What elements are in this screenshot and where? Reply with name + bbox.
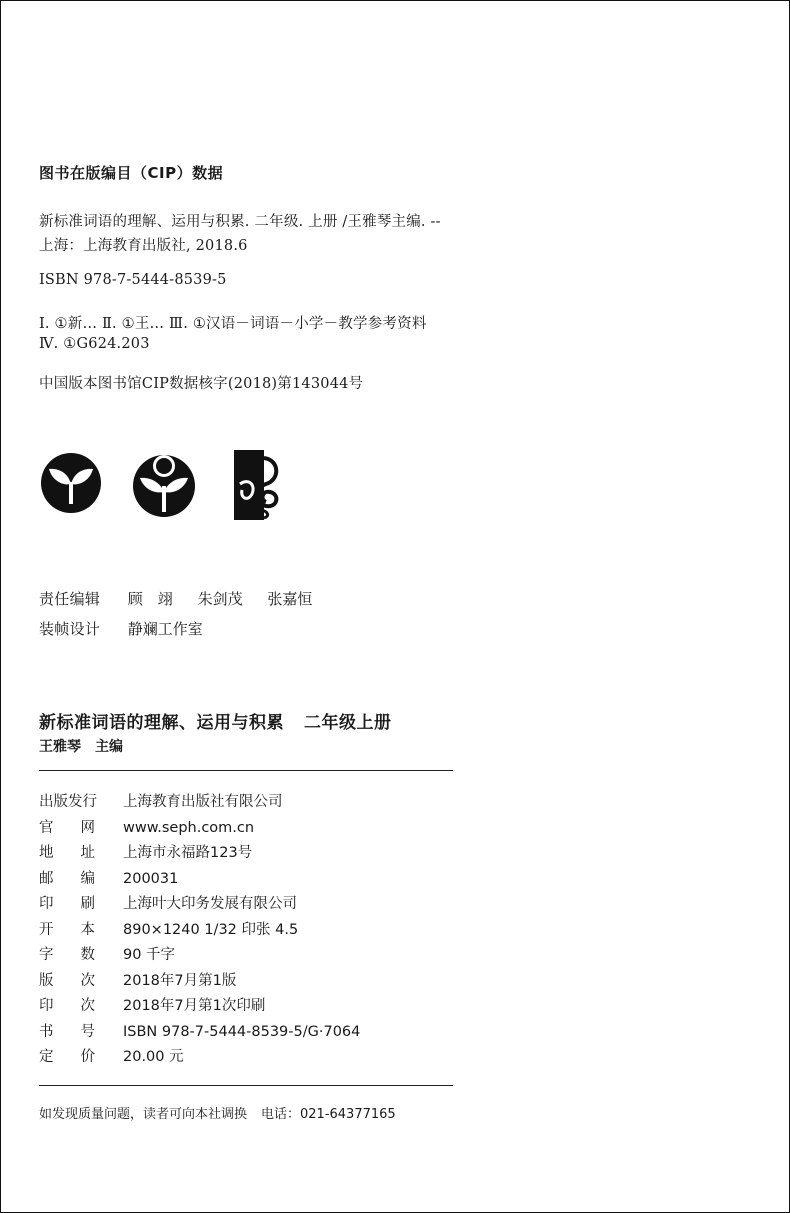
detail-row bbox=[39, 867, 360, 893]
detail-label: 定价 bbox=[39, 1049, 122, 1065]
detail-row bbox=[39, 892, 360, 918]
editor-name-3: 张嘉恒 bbox=[267, 590, 313, 608]
chief-editor-name: 王雅琴 bbox=[39, 739, 81, 755]
detail-row bbox=[39, 1045, 360, 1071]
detail-value: 20.00 元 bbox=[123, 1049, 184, 1065]
divider-top bbox=[39, 770, 453, 771]
cip-number: 中国版本图书馆CIP数据核字(2018)第143044号 bbox=[39, 376, 364, 392]
book-chief-editor bbox=[39, 736, 123, 756]
detail-row bbox=[39, 1020, 360, 1046]
detail-value: 200031 bbox=[123, 870, 179, 887]
detail-row bbox=[39, 816, 360, 842]
detail-value: 890×1240 1/32 印张 4.5 bbox=[123, 921, 299, 938]
book-grade: 二年级上册 bbox=[304, 713, 392, 733]
quality-notice-text: 如发现质量问题，读者可向本社调换 bbox=[39, 1107, 248, 1122]
detail-label: 邮编 bbox=[39, 870, 122, 887]
cip-classification-1: Ⅰ. ①新… Ⅱ. ①王… Ⅲ. ①汉语－词语－小学－教学参考资料 bbox=[39, 316, 427, 332]
detail-row bbox=[39, 943, 360, 969]
cip-title-line: 新标准词语的理解、运用与积累. 二年级. 上册 /王雅琴主编. -- bbox=[39, 214, 441, 230]
quality-notice bbox=[39, 1103, 396, 1122]
detail-label: 字数 bbox=[39, 947, 122, 963]
detail-value: 90 千字 bbox=[123, 947, 176, 963]
editor-name-1: 顾 翊 bbox=[127, 590, 173, 608]
detail-label: 书号 bbox=[39, 1023, 122, 1040]
editor-role-label: 责任编辑 bbox=[39, 590, 101, 608]
sun-sprout-logo-icon bbox=[132, 452, 196, 518]
detail-value: 上海市永福路123号 bbox=[123, 845, 253, 861]
detail-value: ISBN 978-7-5444-8539-5/G·7064 bbox=[123, 1023, 361, 1040]
detail-row bbox=[39, 918, 360, 944]
detail-label: 官网 bbox=[39, 819, 122, 836]
contact-phone: 电话：021-64377165 bbox=[261, 1107, 396, 1122]
treble-clef-logo-icon bbox=[234, 450, 286, 520]
chief-editor-role: 主编 bbox=[95, 739, 123, 755]
design-role-label: 装帧设计 bbox=[39, 620, 101, 638]
book-title bbox=[39, 708, 392, 733]
detail-value: 2018年7月第1次印刷 bbox=[123, 998, 266, 1014]
detail-label: 开本 bbox=[39, 921, 122, 938]
book-title-text: 新标准词语的理解、运用与积累 bbox=[39, 713, 284, 733]
sprout-logo-icon bbox=[40, 452, 102, 514]
divider-bottom bbox=[39, 1085, 453, 1086]
design-studio-name: 静斓工作室 bbox=[127, 620, 203, 638]
detail-row bbox=[39, 969, 360, 995]
detail-label: 印次 bbox=[39, 998, 122, 1014]
detail-label: 版次 bbox=[39, 972, 122, 989]
cip-publisher-line: 上海：上海教育出版社, 2018.6 bbox=[39, 238, 248, 254]
detail-label: 地址 bbox=[39, 845, 122, 861]
cip-classification-2: Ⅳ. ①G624.203 bbox=[39, 336, 150, 352]
editor-name-2: 朱剑茂 bbox=[197, 590, 243, 608]
detail-value: 上海教育出版社有限公司 bbox=[123, 794, 283, 810]
detail-label: 出版发行 bbox=[39, 794, 97, 810]
detail-row bbox=[39, 841, 360, 867]
detail-value: www.seph.com.cn bbox=[123, 819, 255, 836]
detail-label: 印刷 bbox=[39, 896, 122, 912]
detail-value: 2018年7月第1版 bbox=[123, 972, 237, 989]
cover-design bbox=[39, 618, 203, 639]
detail-row bbox=[39, 994, 360, 1020]
detail-row bbox=[39, 790, 360, 816]
responsible-editors bbox=[39, 588, 332, 609]
detail-value: 上海叶大印务发展有限公司 bbox=[123, 896, 297, 912]
cip-isbn: ISBN 978-7-5444-8539-5 bbox=[39, 272, 227, 288]
cip-heading: 图书在版编目（CIP）数据 bbox=[39, 164, 224, 182]
publication-details bbox=[39, 790, 360, 1071]
